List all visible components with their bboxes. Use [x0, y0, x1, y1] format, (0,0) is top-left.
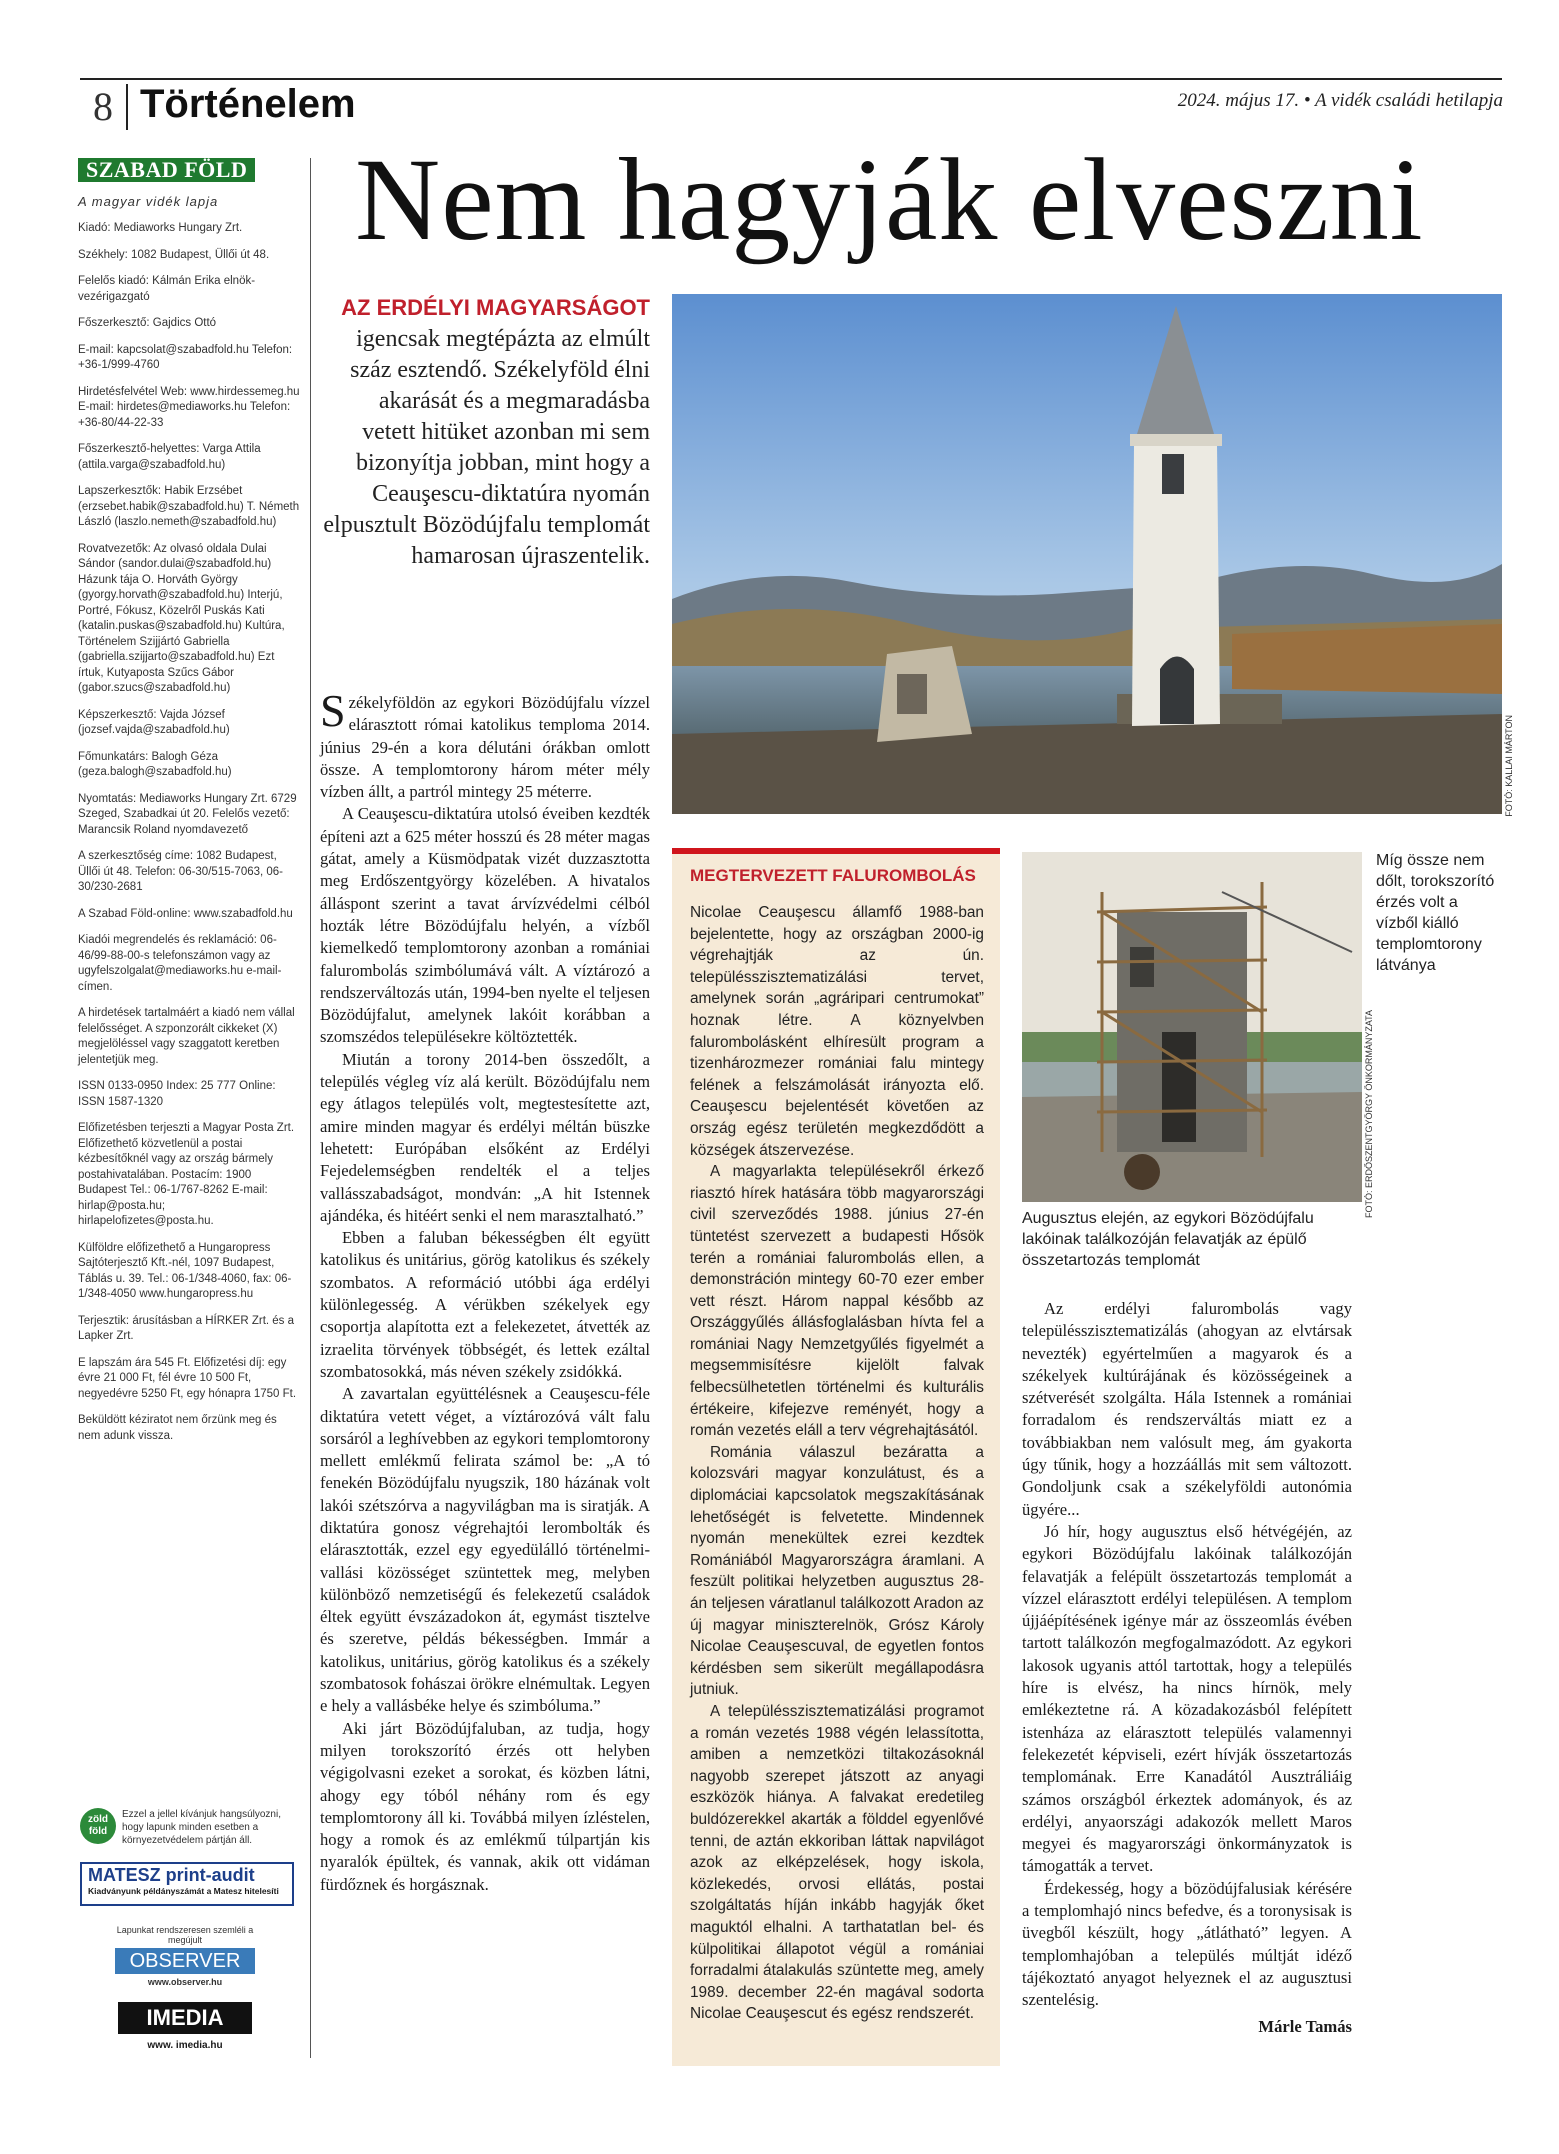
body-paragraph: A Ceauşescu-diktatúra utolsó éveiben kezdték építeni azt a 625 méter hosszú és 28 méter magas gátat, amely a Küsmödpatak vizét duzzasztotta meg Erdőszentgyörgy közelében. A hivatalos álláspont szerint a tavat árvízvédelmi célból hozták létre Bözödújfalu helyén, a vízből kiemelkedő templomtorony azonban a romániai falurombolás szimbólumává vált. A víztározó a rendszerváltozás után, 1994-ben nyelte el teljesen Bözödújfalut, amelynek lakóit korábban a szomszédos településekre költöztették.: [320, 804, 650, 1047]
masthead-block: Nyomtatás: Mediaworks Hungary Zrt. 6729 Szeged, Szabadkai út 20. Felelős vezető: Marancsik Roland nyomdavezető: [78, 792, 297, 836]
masthead: [78, 158, 300, 1455]
masthead-block: Főszerkesztő-helyettes: Varga Attila (attila.varga@szabadfold.hu): [78, 443, 261, 471]
masthead-block: Felelős kiadó: Kálmán Erika elnök-vezérigazgató: [78, 275, 256, 303]
masthead-motto: A magyar vidék lapja: [78, 193, 219, 209]
masthead-block: Terjesztik: árusításban a HÍRKER Zrt. és a Lapker Zrt.: [78, 1314, 295, 1342]
article-column-3: [1022, 1298, 1352, 2038]
masthead-block: A Szabad Föld-online: www.szabadfold.hu: [78, 907, 293, 920]
masthead-blocks: [78, 221, 300, 1444]
masthead-block: Hirdetésfelvétel Web: www.hirdessemeg.hu E-mail: hirdetes@mediaworks.hu Telefon: +36-80/44-22-33: [78, 385, 300, 429]
box-paragraph: Románia válaszul bezáratta a kolozsvári magyar konzulátust, és a diplomáciai kapcsolatok megszakításának lehetőségét is felvetette. Mindennek nyomán menekültek ezrei kezdtek Romániából Magyarországra áramlani. A feszült politikai helyzetben augusztus 28-án teljesen váratlanul találkozott Aradon az új magyar miniszterelnök, Grósz Károly Nicolae Ceauşescuval, de egyetlen fontos kérdésben sem sikerült megállapodásra jutniuk.: [690, 1443, 984, 1699]
box-paragraph: A településszisztematizálási programot a román vezetés 1988 végén lelassította, amiben a nemzetközi tiltakozásoknál nagyobb szerepet játszott az anyagi eszközök hiánya. A falvakat eredetileg buldózerekkel akarták a földdel egyenlővé tenni, de aztán ekkoriban láttak napvilágot azok az elképzelések, hogy iskola, közlekedés, orvosi ellátás, postai szolgáltatás híján inkább hagyják őket maguktól elhalni. A tarthatatlan bel- és külpolitikai állapotot végül a romániai forradalmi átalakulás szüntette meg, amely 1989. december 22-én magával sodorta Nicolae Ceauşescut és egész rendszerét.: [690, 1702, 984, 2023]
church-tower-illustration: [672, 294, 1502, 814]
masthead-block: A hirdetések tartalmáért a kiadó nem vállal felelősséget. A szponzorált cikkeket (X) megjelöléssel vagy szaggatott keretben jelentetjük meg.: [78, 1007, 295, 1066]
masthead-block: Beküldött kéziratot nem őrzünk meg és nem adunk vissza.: [78, 1414, 277, 1442]
body-paragraph: A zavartalan együttélésnek a Ceauşescu-féle diktatúra vetett véget, a víztározóvá vált falu sorsáról a leghívebben az egykori templomtorony mellett emlékmű felirata számol be: „A tó fenekén Bözödújfalu nyugszik, 180 házának volt lakói szétszórva a nagyvilágban ma is siratják. A diktatúra gonosz végrehajtói lerombolták és elárasztották, ezzel egy egyedülálló történelmi-vallási közösséget szüntettek meg, melyben különböző nemzetiségű és felekezetű családok éltek együtt évszázadokon át, egymást tisztelve és szeretve, példás békességben. Immár a katolikus, unitárius, görög katolikus és a székely szombatosok fohászai örökre elnémultak. Legyen e hely a vallásbéke helye és szimbóluma.”: [320, 1384, 650, 1716]
masthead-block: ISSN 0133-0950 Index: 25 777 Online: ISSN 1587-1320: [78, 1080, 276, 1108]
szabad-fold-logo: SZABAD FÖLD: [78, 158, 255, 182]
box-title: MEGTERVEZETT FALUROMBOLÁS: [690, 866, 976, 885]
masthead-block: Kiadói megrendelés és reklamáció: 06-46/99-88-00-s telefonszámon vagy az ugyfelszolgalat@mediaworks.hu e-mail-címen.: [78, 934, 282, 993]
masthead-block: Székhely: 1082 Budapest, Üllői út 48.: [78, 248, 270, 261]
author-signature: Márle Tamás: [1258, 2016, 1352, 2036]
construction-photo: [1022, 852, 1362, 1202]
body-paragraph: Ebben a faluban békességben élt együtt katolikus és unitárius, görög katolikus és székely szombatos. A reformáció utóbbi ága erdélyi különlegesség. A vérükben székelyek egy csoportja alapította ezt a felekezetet, átvették az izraelita törvények többségét, és lettek ezáltal szombatosokká, más néven székely zsidókká.: [320, 1228, 650, 1381]
imedia-logo: IMEDIA: [118, 2002, 252, 2034]
page-number: 8: [80, 84, 128, 130]
body-paragraph: Jó hír, hogy augusztus első hétvégéjén, az egykori Bözödújfalu lakóinak találkozóján felavatják a felépült összetartozás templomát a vízzel elárasztott erdélyi településen. A templom újjáépítésének igénye már az összeomlás évében tartott találkozón megfogalmazódott. Az egykori lakosok ugyanis attól tartottak, hogy a település híre is elvész, ha nincs hírnök, mely emlékeztetne rá. A közadakozásból felépített istenháza az elárasztott település valamennyi felekezetét képviseli, ezért hívják összetartozás templomának. Erre Kanadától Ausztráliáig számos országból érkeztek adományok, és az erdélyi, anyaországi adakozók mellett Maros megyei és magyarországi önkormányzatok is támogatták a tervet.: [1022, 1521, 1352, 1876]
body-paragraph: Az erdélyi falurombolás vagy településszisztematizálás (ahogyan az elvtársak nevezték) egyértelműen a magyarok és a székelyek kultúrájának és közösségeinek a szétverését szolgálta. Hála Istennek a romániai forradalom és rendszerváltás miatt ez a továbbiakban nem valósult meg, ám gyakorta úgy tűnik, hogy a hozzáállás mit sem változott. Gondoljunk csak a székelyföldi autonómia ügyére...: [1022, 1299, 1352, 1519]
masthead-block: Képszerkesztő: Vajda József (jozsef.vajda@szabadfold.hu): [78, 708, 230, 736]
body-paragraph: Miután a torony 2014-ben összedőlt, a település végleg víz alá került. Bözödújfalu nem egy átlagos település volt, megtestesítette azt, amire minden magyar és erdélyi méltán büszke lehetett: Európában elsőként az Erdélyi Fejedelemségben rendelték el a teljes vallásszabadságot, mondván: „A hit Istennek ajándéka, és hitéért senki el nem marasztalható.”: [320, 1049, 650, 1225]
matesz-badge: MATESZ print-audit Kiadványunk példányszámát a Matesz hitelesíti: [80, 1862, 294, 1906]
body-paragraph: Érdekesség, hogy a bözödújfalusiak kérésére a templomhajó nincs befedve, és a toronysisak is üvegből készült, hogy „átlátható” legyen. A templomhajóban a település múltját idéző tájékoztató anyagot helyeznek el az augusztusi szentelésig.: [1022, 1878, 1352, 2010]
construction-illustration: [1022, 852, 1362, 1202]
masthead-block: Rovatvezetők: Az olvasó oldala Dulai Sándor (sandor.dulai@szabadfold.hu) Házunk tája O. Horváth György (gyorgy.horvath@szabadfold.hu) Interjú, Portré, Fókusz, Közelről Puskás Kati (katalin.puskas@szabadfold.hu) Kultúra, Történelem Szijjártó Gabriella (gabriella.szijjarto@szabadfold.hu) Ezt írtuk, Kutyaposta Szűcs Gábor (gabor.szucs@szabadfold.hu): [78, 542, 285, 694]
body-paragraph: Székelyföldön az egykori Bözödújfalu vízzel elárasztott római katolikus temploma 2014. június 29-én a kora délutáni órákban omlott össze. A templomtorony három méter mély vízben állt, a partról mintegy 25 méterre.: [320, 685, 650, 802]
zold-fold-logo: zöld föld: [80, 1808, 116, 1844]
photo2-caption: Augusztus elején, az egykori Bözödújfalu lakóinak találkozóján felavatják az épülő összetartozás templomát: [1022, 1210, 1314, 1269]
body-paragraph: Aki járt Bözödújfaluban, az tudja, hogy milyen torokszorító érzés ott helyben végigolvasni ezeket a sorokat, és közben látni, ahogy egy tóból néhány rom és egy templomtorony áll ki. Továbbá milyen ízléstelen, hogy a romok és az emlékmű túlpartján kis nyaralók épültek, és vannak, akik ott vidáman fürdőznek és horgásznak.: [320, 1718, 650, 1894]
lead-text: igencsak megtépázta az elmúlt száz esztendő. Székelyföld élni akarását és a megmaradásba vetett hitüket azonban mi sem bizonyítja jobban, mint hogy a Ceauşescu-diktatúra nyomán elpusztult Bözödújfalu templomát hamarosan újraszentelik.: [323, 326, 650, 569]
section-title: Történelem: [140, 82, 356, 126]
photo1-credit: FOTÓ: KALLAI MÁRTON: [1504, 715, 1514, 817]
drop-cap: S: [320, 685, 346, 736]
masthead-block: E lapszám ára 545 Ft. Előfizetési díj: egy évre 21 000 Ft, fél évre 10 500 Ft, negyedévre 5250 Ft, egy hónapra 1750 Ft.: [78, 1356, 297, 1400]
header-rule: [80, 78, 1502, 80]
green-note: zöld föld Ezzel a jellel kívánjuk hangsúlyozni, hogy lapunk minden esetben a környezetvédelem pártján áll.: [80, 1808, 300, 1847]
date-line: 2024. május 17. • A vidék családi hetilapja: [1177, 90, 1503, 111]
masthead-block: Előfizetésben terjeszti a Magyar Posta Zrt. Előfizethető közvetlenül a postai kézbesítőknél vagy az ország bármely postahivatalában. Postacím: 1900 Budapest Tel.: 06-1/767-8262 E-mail: hirlap@posta.hu; hirlapelofizetes@posta.hu.: [78, 1122, 295, 1227]
article-lead: [320, 292, 650, 572]
church-tower-photo: [672, 294, 1502, 814]
photo2-credit: FOTÓ: ERDŐSZENTGYÖRGY ÖNKORMÁNYZATA: [1364, 1010, 1374, 1219]
lead-kicker: AZ ERDÉLYI MAGYARSÁGOT: [341, 295, 650, 320]
article-column-1: [320, 685, 650, 1896]
masthead-block: Kiadó: Mediaworks Hungary Zrt.: [78, 222, 243, 234]
photo1-caption: Míg össze nem dőlt, torokszorító érzés volt a vízből kiálló templomtorony látványa: [1376, 852, 1495, 974]
headline: Nem hagyják elveszni: [355, 134, 1424, 265]
box-paragraph: Nicolae Ceauşescu államfő 1988-ban bejelentette, hogy az országban 2000-ig végrehajtják az ún. településszisztematizálási tervet, amelynek során „agráripari centrumokat” hoznak létre. A köznyelvben falurombolásként elhíresült program a tizenhározmezer romániai falu mintegy felének a felszámolását irányozta elő. Ceauşescu bejelentését követően az ország egész területén megkezdődött a községek átszervezése.: [690, 904, 984, 1159]
masthead-block: A szerkesztőség címe: 1082 Budapest, Üllői út 48. Telefon: 06-30/515-7063, 06-30/230-2681: [78, 850, 284, 893]
masthead-block: Főmunkatárs: Balogh Géza (geza.balogh@szabadfold.hu): [78, 750, 232, 778]
masthead-block: Lapszerkesztők: Habik Erzsébet (erzsebet.habik@szabadfold.hu) T. Németh László (laszlo.nemeth@szabadfold.hu): [78, 485, 300, 528]
observer-logo: OBSERVER: [115, 1948, 255, 1974]
masthead-block: Főszerkesztő: Gajdics Ottó: [78, 317, 217, 329]
box-paragraph: A magyarlakta településekről érkező riasztó hírek hatására több magyarországi civil szerveződés 1988. június 27-én tüntetést szervezett a budapesti Hősök terén a romániai falurombolás ellen, a demonstráción mintegy 60-70 ezer ember vett részt. Három nappal később az Országgyűlés állásfoglalásban hívta fel a romániai Nagy Nemzetgyűlés figyelmét a megsemmisítésre kijelölt falvak felbecsülhetetlen történelmi és kulturális értékeire, kifejezve reményét, hogy a román vezetés eláll a terv végrehajtásától.: [690, 1163, 984, 1440]
imedia-url: www. imedia.hu: [147, 2040, 223, 2051]
masthead-block: Külföldre előfizethető a Hungaropress Sajtóterjesztő Kft.-nél, 1097 Budapest, Táblás u. 39. Tel.: 06-1/348-4060, fax: 06-1/348-4050 www.hungaropress.hu: [78, 1241, 292, 1300]
masthead-block: E-mail: kapcsolat@szabadfold.hu Telefon: +36-1/999-4760: [78, 343, 293, 371]
box-text: [690, 902, 984, 2025]
observer-badge: Lapunkat rendszeresen szemléli a megújult OBSERVER www.observer.hu: [116, 1925, 254, 1987]
column-divider: [310, 158, 311, 2058]
